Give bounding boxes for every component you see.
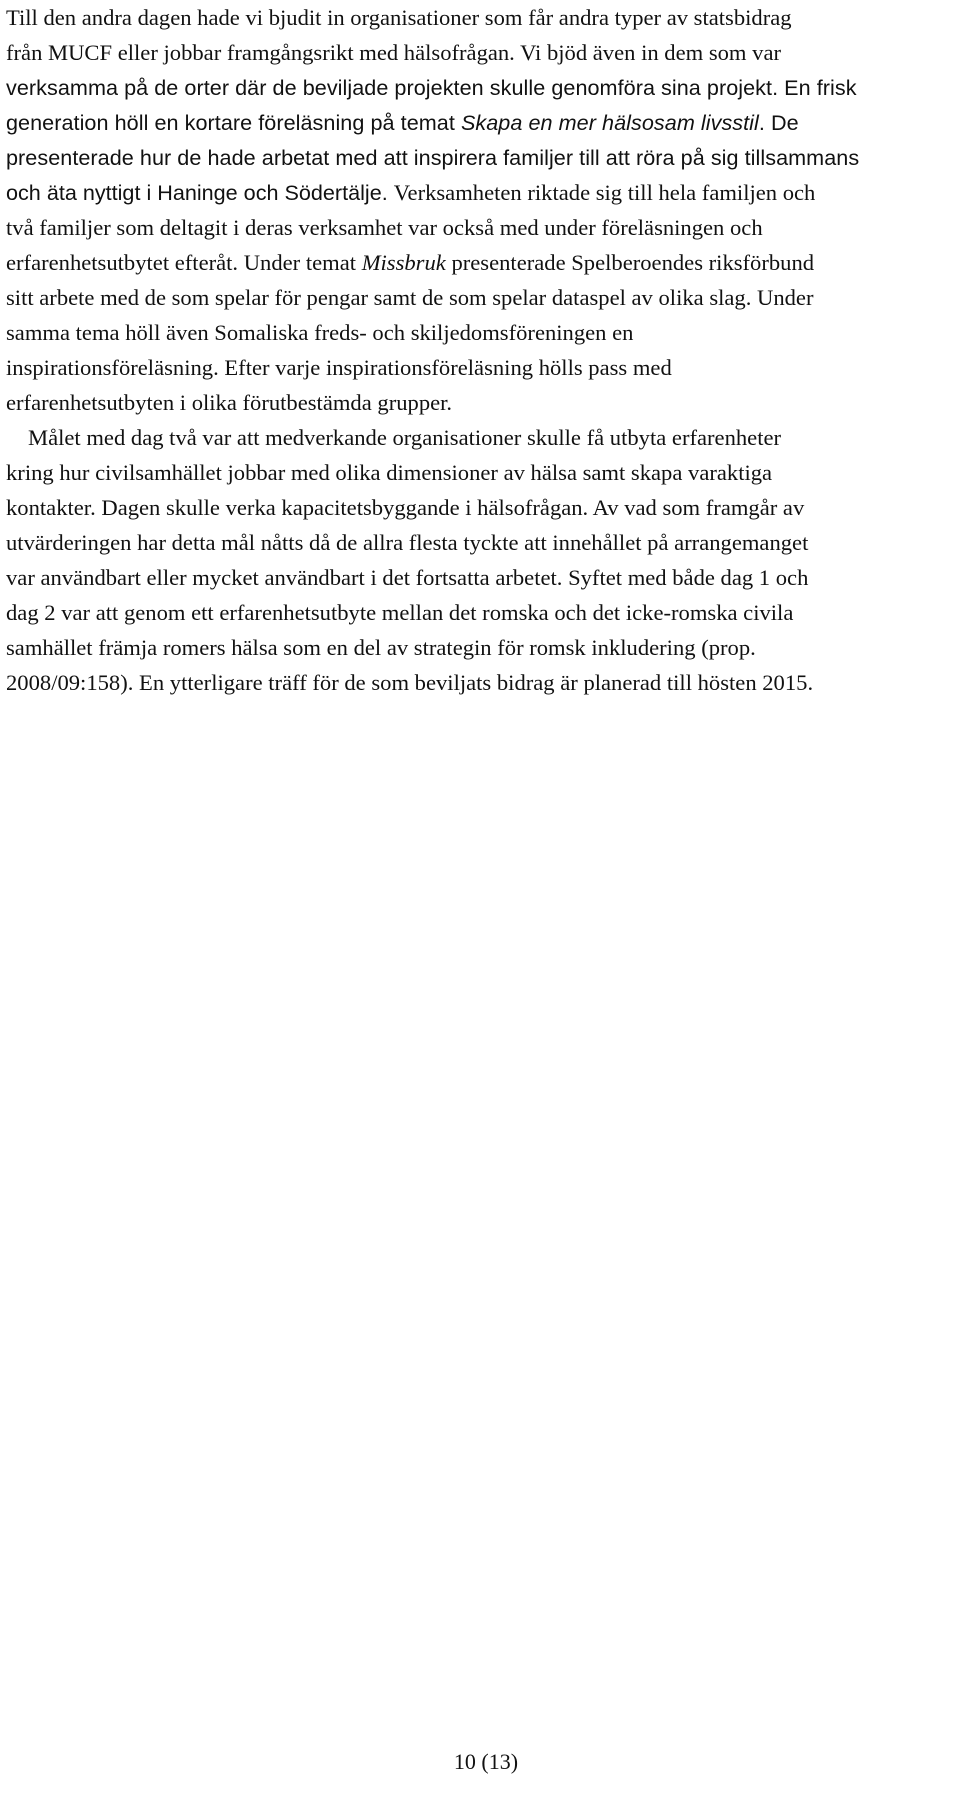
text-line: samma tema höll även Somaliska freds- och skiljedomsföreningen en [6,320,634,345]
text-line: verksamma på de orter där de beviljade projekten skulle genomföra sina projekt. En frisk [6,75,857,100]
text-line [6,245,956,280]
text-segment: och äta nyttigt i Haninge och Södertälje. [6,180,394,205]
text-segment: Verksamheten riktade sig till hela familjen och [393,180,816,205]
text-line: kring hur civilsamhället jobbar med olika dimensioner av hälsa samt skapa varaktiga [6,460,773,485]
text-line: samhället främja romers hälsa som en del av strategin för romsk inkludering (prop. [6,635,756,660]
text-segment: erfarenhetsutbytet efteråt. [6,250,244,275]
text-line: kontakter. Dagen skulle verka kapacitetsbyggande i hälsofrågan. Av vad som framgår av [6,495,805,520]
text-line: sitt arbete med de som spelar för pengar samt de som spelar dataspel av olika slag. Under [6,285,814,310]
body-text [6,0,956,700]
text-line: två familjer som deltagit i deras verksamhet var också med under föreläsningen och [6,215,763,240]
text-line [6,105,956,140]
text-line: 2008/09:158). En ytterligare träff för de som beviljats bidrag är planerad till hösten 2015. [6,670,814,695]
text-line: presenterade hur de hade arbetat med att inspirera familjer till att röra på sig tillsammans [6,145,860,170]
emphasized-topic: Missbruk [361,250,446,275]
text-segment: presenterade Spelberoendes riksförbund [445,250,815,275]
text-line: dag 2 var att genom ett erfarenhetsutbyte mellan det romska och det icke-romska civila [6,600,794,625]
paragraph-1 [6,0,956,420]
paragraph-2 [6,420,956,700]
text-line: från MUCF eller jobbar framgångsrikt med hälsofrågan. Vi bjöd även in dem som var [6,40,782,65]
text-line: Målet med dag två var att medverkande organisationer skulle få utbyta erfarenheter [28,425,782,450]
text-segment: generation höll en kortare föreläsning på temat [6,110,461,135]
text-line: inspirationsföreläsning. Efter varje inspirationsföreläsning hölls pass med [6,355,672,380]
text-line: erfarenhetsutbyten i olika förutbestämda grupper. [6,390,453,415]
text-segment: Under temat [243,250,362,275]
text-line: var användbart eller mycket användbart i det fortsatta arbetet. Syftet med både dag 1 och [6,565,809,590]
text-line: utvärderingen har detta mål nåtts då de allra flesta tyckte att innehållet på arrangemanget [6,530,809,555]
text-segment: . De [758,110,799,135]
emphasized-title: Skapa en mer hälsosam livsstil [460,110,759,135]
page-footer [0,1748,960,1776]
page-number: 10 (13) [453,1749,519,1774]
text-line [6,175,956,210]
text-line: Till den andra dagen hade vi bjudit in organisationer som får andra typer av statsbidrag [6,5,792,30]
